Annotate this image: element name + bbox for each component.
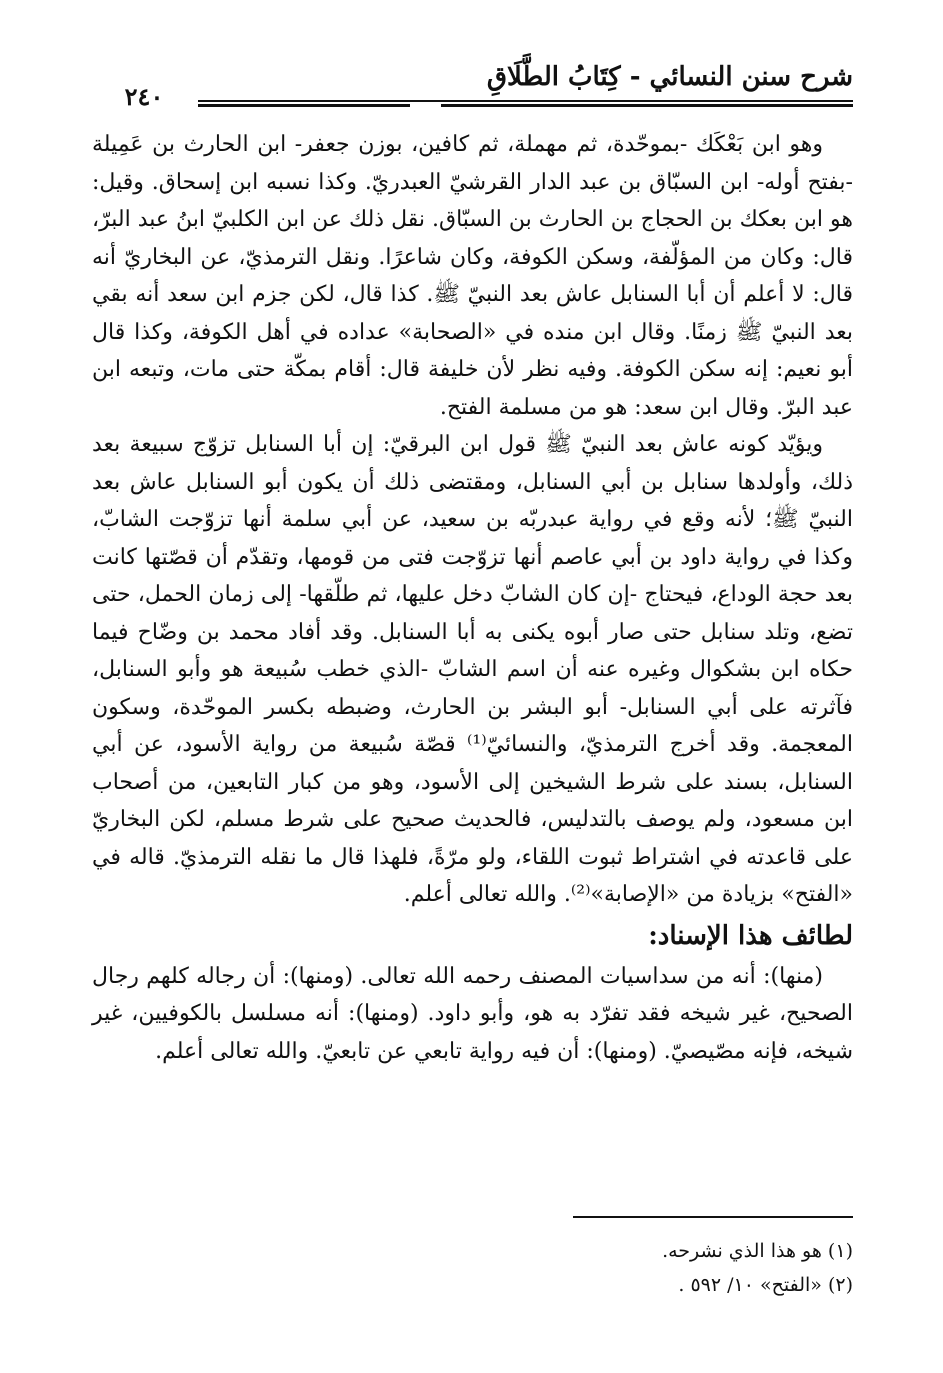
main-text: [92, 126, 853, 1070]
paragraph-1: وهو ابن بَعْكَك -بموحّدة، ثم مهملة، ثم كافين، بوزن جعفر- ابن الحارث بن عَمِيلة -بفتح أوله- ابن السبّاق بن عبد الدار القرشيّ العبدريّ. وكذا نسبه ابن إسحاق. وقيل: هو ابن بعكك بن الحجاج بن الحارث بن السبّاق. نقل ذلك عن ابن الكلبيّ ابنُ عبد البرّ، قال: وكان من المؤلّفة، وسكن الكوفة، وكان شاعرًا. ونقل الترمذيّ، عن البخاريّ أنه قال: لا أعلم أن أبا السنابل عاش بعد النبيّ ﷺ. كذا قال، لكن جزم ابن سعد أنه بقي بعد النبيّ ﷺ زمنًا. وقال ابن منده في «الصحابة» عداده في أهل الكوفة، وكذا قال أبو نعيم: إنه سكن الكوفة. وفيه نظر لأن خليفة قال: أقام بمكّة حتى مات، وتبعه ابن عبد البرّ. وقال ابن سعد: هو من مسلمة الفتح.: [92, 132, 853, 420]
section-heading: لطائف هذا الإسناد:: [648, 920, 853, 951]
footnote-2: (٢) «الفتح» ١٠/ ٥٩٢ .: [678, 1274, 853, 1296]
header-rule-thick-right: [441, 104, 853, 107]
page-number: ٢٤٠: [90, 82, 198, 111]
footnotes: [92, 1234, 853, 1302]
footnote-separator: [573, 1216, 853, 1218]
header-rule: [90, 100, 853, 102]
paragraph-2: ويؤيّد كونه عاش بعد النبيّ ﷺ قول ابن البرقيّ: إن أبا السنابل تزوّج سبيعة بعد ذلك، وأولدها سنابل بن أبي السنابل، ومقتضى ذلك أن يكون أبو السنابل عاش بعد النبيّ ﷺ؛ لأنه وقع في رواية عبدربّه بن سعيد، عن أبي سلمة أنها تزوّجت الشابّ، وكذا في رواية داود بن أبي عاصم أنها تزوّجت فتى من قومها، وتقدّم أن قصّتها كانت بعد حجة الوداع، فيحتاج -إن كان الشابّ دخل عليها، ثم طلّقها- إلى زمان الحمل، حتى تضع، وتلد سنابل حتى صار أبوه يكنى به أبا السنابل. وقد أفاد محمد بن وضّاح فيما حكاه ابن بشكوال وغيره عنه أن اسم الشابّ -الذي خطب سُبيعة هو وأبو السنابل، فآثرته على أبي السنابل- أبو البشر بن الحارث، وضبطه بكسر الموحّدة، وسكون المعجمة. وقد أخرج الترمذيّ، والنسائيّ⁽¹⁾ قصّة سُبيعة من رواية الأسود، عن أبي السنابل، بسند على شرط الشيخين إلى الأسود، وهو من كبار التابعين، من أصحاب ابن مسعود، ولم يوصف بالتدليس، فالحديث صحيح على شرط مسلم، لكن البخاريّ على قاعدته في اشتراط ثبوت اللقاء، ولو مرّةً، فلهذا قال ما نقله الترمذيّ. قاله في «الفتح» بزيادة من «الإصابة»⁽²⁾. والله تعالى أعلم.: [92, 432, 853, 907]
page-header: [90, 60, 853, 111]
paragraph-3: (منها): أنه من سداسيات المصنف رحمه الله تعالى. (ومنها): أن رجاله كلهم رجال الصحيح، غير شيخه فقد تفرّد به هو، وأبو داود. (ومنها): أنه مسلسل بالكوفيين، غير شيخه، فإنه مصّيصيّ. (ومنها): أن فيه رواية تابعي عن تابعيّ. والله تعالى أعلم.: [92, 963, 853, 1064]
running-title: شرح سنن النسائي - كِتَابُ الطَّلَاقِ: [486, 62, 853, 92]
footnote-1: (١) هو هذا الذي نشرحه.: [662, 1240, 853, 1262]
